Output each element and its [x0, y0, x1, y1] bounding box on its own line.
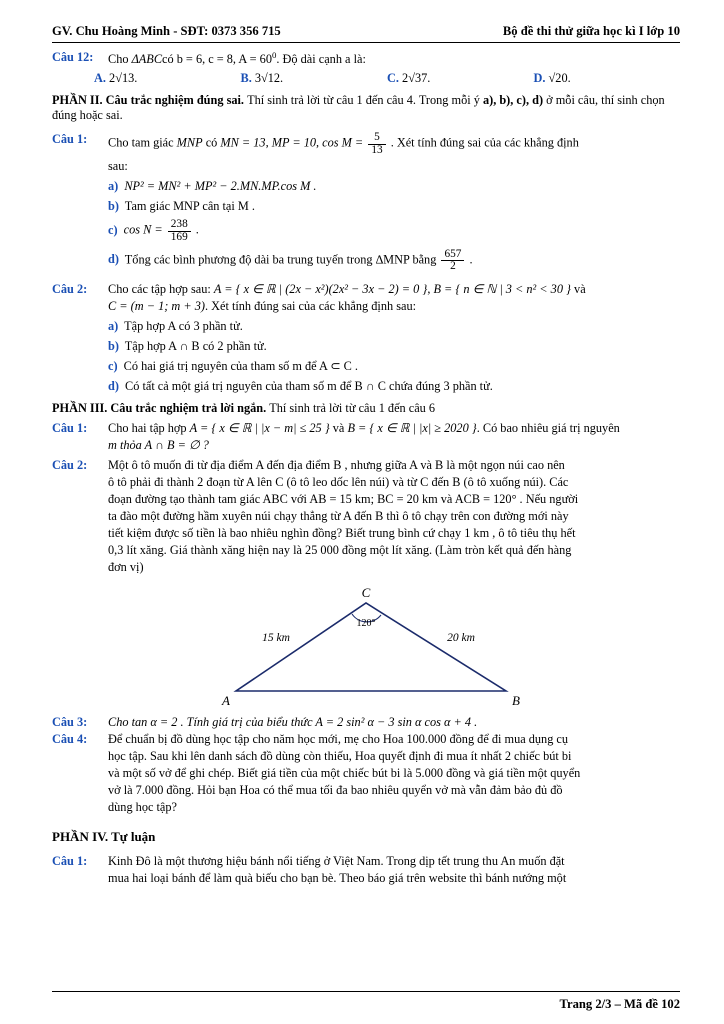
p3q4-line-2: học tập. Sau khi lên danh sách đồ dùng còn thiếu, Hoa quyết định đi mua ít nhất 2 chiếc bút bi [108, 749, 572, 764]
answer-b-value: 3√12. [254, 71, 284, 86]
page-footer [52, 987, 680, 1012]
footer-text: Trang 2/3 – Mã đề 102 [559, 997, 680, 1011]
p2q2-item-c-letter: c) [108, 359, 118, 374]
p3q4-line-5: dùng học tập? [108, 800, 177, 815]
p2q1-item-c-letter: c) [108, 222, 118, 237]
answer-c-value: 2√37. [402, 71, 431, 86]
part3-question-1 [52, 421, 680, 453]
part-2-items-bold: a), b), c), d) [482, 93, 544, 108]
part-2-title: PHẦN II. Câu trắc nghiệm đúng sai. [52, 93, 244, 108]
p2q1-item-b-text: Tam giác MNP cân tại M . [124, 198, 255, 213]
answer-a-letter: A. [94, 71, 106, 86]
part2-question-1 [52, 132, 680, 273]
p2q2-line1: Cho các tập hợp sau: [108, 282, 211, 297]
part3-q1-label: Câu 1: [52, 421, 88, 436]
p3q2-line-6: 0,3 lít xăng. Giá thành xăng hiện nay là 25 000 đồng một lít xăng. (Làm tròn kết quả đến hàng [108, 543, 572, 558]
part3-q2-body [108, 458, 680, 575]
p2q2-line2-rest: . Xét tính đúng sai của các khẳng định sau: [204, 299, 417, 314]
p3q2-line-1: Một ô tô muốn đi từ địa điểm A đến địa điểm B , nhưng giữa A và B là một ngọn núi cao nên [108, 458, 565, 473]
part3-q1-body [108, 421, 680, 453]
p3q2-line-5: tiết kiệm được số tiền là bao nhiêu nghìn đồng? Biết trung bình cứ chạy 1 km , ô tô tiêu thụ hết [108, 526, 576, 541]
p2q2-line2 [108, 299, 680, 314]
part-2-instruction: Thí sinh trả lời từ câu 1 đến câu 4. Trong mỗi ý [247, 93, 480, 108]
answer-a-value: 2√13. [109, 71, 138, 86]
question-12 [52, 50, 680, 67]
p2q1-item-d-tail: . [469, 252, 473, 267]
part2-q2-label: Câu 2: [52, 282, 88, 297]
p2q1-item-d [108, 249, 680, 274]
p3q4-line-1: Để chuẩn bị đồ dùng học tập cho năm học mới, mẹ cho Hoa 100.000 đồng để đi mua dụng cụ [108, 732, 569, 747]
p2q2-item-d-letter: d) [108, 379, 119, 394]
part3-q3-label: Câu 3: [52, 715, 88, 730]
part3-q4-body [108, 732, 680, 815]
p2q1-mnp: MNP [176, 135, 203, 150]
p3q1-set-b: B = { x ∈ ℝ | |x| ≥ 2020 } [347, 421, 477, 436]
answer-d-letter: D. [533, 71, 546, 86]
answer-d-value: √20. [548, 71, 571, 86]
part-3-heading [52, 401, 680, 416]
p2q1-item-c-text: cos N = [123, 222, 163, 237]
p3q2-line-4: ta đào một đường hầm xuyên núi chạy thẳng từ A đến B thì ô tô chạy trên con đường mới này [108, 509, 569, 524]
p2q2-item-d [108, 379, 680, 394]
part2-q1-label: Câu 1: [52, 132, 88, 147]
header-left: GV. Chu Hoàng Minh - SĐT: 0373 356 715 [52, 24, 281, 38]
svg-text:C: C [361, 585, 371, 601]
q12-text-post: . Độ dài cạnh a là: [276, 52, 366, 67]
part3-question-3 [52, 715, 680, 730]
footer-divider [52, 991, 680, 992]
part3-q4-label: Câu 4: [52, 732, 88, 747]
p3q1-tail: . Có bao nhiêu giá trị nguyên [476, 421, 620, 436]
p2q1-item-a-letter: a) [108, 178, 119, 193]
svg-text:120°: 120° [356, 618, 376, 630]
p2q2-item-a-letter: a) [108, 319, 119, 334]
p2q1-line2: sau: [108, 158, 128, 173]
p2q1-item-a-text: NP² = MN² + MP² − 2.MN.MP.cos M . [124, 178, 317, 193]
p3q1-set-a: A = { x ∈ ℝ | |x − m| ≤ 25 } [189, 421, 330, 436]
p3q4-line-4: vở là 7.000 đồng. Hỏi bạn Hoa có thể mua tối đa bao nhiêu quyển vở mà vẫn đảm bảo đủ đồ [108, 783, 563, 798]
svg-text:20 km: 20 km [447, 632, 475, 645]
p2q2-item-c-text: Có hai giá trị nguyên của tham số m để A ⊂ C . [123, 359, 358, 374]
p2q1-item-b-letter: b) [108, 198, 119, 213]
question-12-label: Câu 12: [52, 50, 94, 64]
part3-question-2 [52, 458, 680, 575]
p2q2-item-b-text: Tập hợp A ∩ B có 2 phần tử. [124, 339, 267, 354]
part4-q1-body [108, 854, 680, 886]
p2q2-set-c: C = (m − 1; m + 3) [108, 299, 205, 314]
p2q2-and: và [574, 282, 586, 297]
p3q1-and: và [332, 421, 345, 436]
svg-text:A: A [222, 693, 230, 707]
part-2-instruction-tail: ở mỗi câu, thí sinh chọn đúng hoặc sai. [52, 93, 665, 123]
triangle-diagram [176, 581, 556, 706]
header-divider [52, 42, 680, 43]
p2q1-item-d-letter: d) [108, 252, 119, 267]
p2q1-item-c-fraction: $\frac{238}{169}$ [168, 219, 191, 244]
p2q1-item-d-fraction: $\frac{657}{2}$ [441, 249, 464, 274]
p3q2-line-3: đoạn đường tạo thành tam giác ABC với AB = 15 km; BC = 20 km và ACB = 120° . Nếu người [108, 492, 579, 507]
q12-text-pre: Cho [108, 52, 129, 67]
p2q2-set-a: A = { x ∈ ℝ | (2x − x²)(2x² − 3x − 2) = 0 } [213, 282, 428, 297]
p3q4-line-3: và một số vở để ghi chép. Biết giá tiền của một chiếc bút bi là 5.000 đồng và giá tiền một quyển [108, 766, 581, 781]
p3q1-pre: Cho hai tập hợp [108, 421, 187, 436]
question-12-answers [52, 71, 680, 86]
answer-option-c[interactable] [387, 71, 534, 86]
answer-option-b[interactable] [241, 71, 388, 86]
part-3-instruction: Thí sinh trả lời từ câu 1 đến câu 6 [269, 401, 436, 416]
part3-question-4 [52, 732, 680, 815]
p2q2-set-b: B = { n ∈ ℕ | 3 < n² < 30 } [433, 282, 571, 297]
p2q2-item-d-text: Có tất cả một giá trị nguyên của tham số m để B ∩ C chứa đúng 3 phần tử. [125, 379, 493, 394]
part4-q1-label: Câu 1: [52, 854, 88, 869]
part-2-heading [52, 93, 680, 123]
p2q2-item-a [108, 319, 680, 334]
part3-q2-label: Câu 2: [52, 458, 88, 473]
p2q1-item-b [108, 199, 680, 214]
p2q2-item-c [108, 359, 680, 374]
p2q1-item-c-tail: . [195, 222, 199, 237]
p2q1-l1a: Cho tam giác [108, 135, 174, 150]
part2-q1-body [108, 132, 680, 273]
p2q2-item-b [108, 339, 680, 354]
p2q1-fraction: $\frac{5}{13}$ [368, 132, 385, 157]
header-right: Bộ đề thi thử giữa học kì I lớp 10 [502, 24, 680, 38]
part2-q2-body [108, 282, 680, 394]
p2q2-item-b-letter: b) [108, 339, 119, 354]
q12-text-mid: có b = 6, c = 8, A = 60 [162, 52, 272, 67]
question-12-body: Cho ΔABCcó b = 6, c = 8, $A = 60^0$. Độ dài cạnh a là: [108, 50, 366, 67]
p2q1-values: MN = 13, MP = 10, cos M = [220, 135, 364, 150]
page-header [52, 24, 680, 42]
p2q1-item-c [108, 219, 680, 244]
svg-text:B: B [512, 693, 520, 707]
answer-option-a[interactable] [94, 71, 241, 86]
answer-option-d[interactable] [534, 71, 681, 86]
p2q1-l1b: có [205, 135, 218, 150]
p2q2-item-a-text: Tập hợp A có 3 phần tử. [124, 319, 243, 334]
part-3-title: PHẦN III. Câu trắc nghiệm trả lời ngắn. [52, 401, 267, 416]
p4q1-line-2: mua hai loại bánh để làm quà biếu cho bạn bè. Theo báo giá trên website thì bánh nướng một [108, 871, 567, 886]
answer-c-letter: C. [387, 71, 399, 86]
p3q1-line2: m thỏa A ∩ B = ∅ ? [108, 438, 209, 453]
triangle-figure [176, 581, 556, 710]
p3q2-line-2: ô tô phải đi thành 2 đoạn từ A lên C (ô tô leo dốc lên núi) và từ C đến B (ô tô xuống núi). Các [108, 475, 569, 490]
p2q2-comma: , [427, 282, 431, 297]
p2q1-item-a [108, 179, 680, 194]
part4-question-1 [52, 854, 680, 886]
p3q2-line-7: đơn vị) [108, 560, 144, 575]
part3-q3-body: Cho tan α = 2 . Tính giá trị của biểu thức A = 2 sin² α − 3 sin α cos α + 4 . [108, 715, 478, 730]
q12-triangle: ABC [138, 52, 163, 67]
p2q1-l1c: . Xét tính đúng sai của các khẳng định [390, 135, 579, 150]
p4q1-line-1: Kinh Đô là một thương hiệu bánh nổi tiếng ở Việt Nam. Trong dịp tết trung thu An muốn đặt [108, 854, 565, 869]
p2q1-item-d-text: Tổng các bình phương độ dài ba trung tuyến trong ∆MNP bằng [124, 252, 437, 267]
answer-b-letter: B. [240, 71, 252, 86]
part-4-heading: PHẦN IV. Tự luận [52, 829, 156, 845]
part2-question-2 [52, 282, 680, 394]
svg-text:15 km: 15 km [262, 632, 290, 645]
